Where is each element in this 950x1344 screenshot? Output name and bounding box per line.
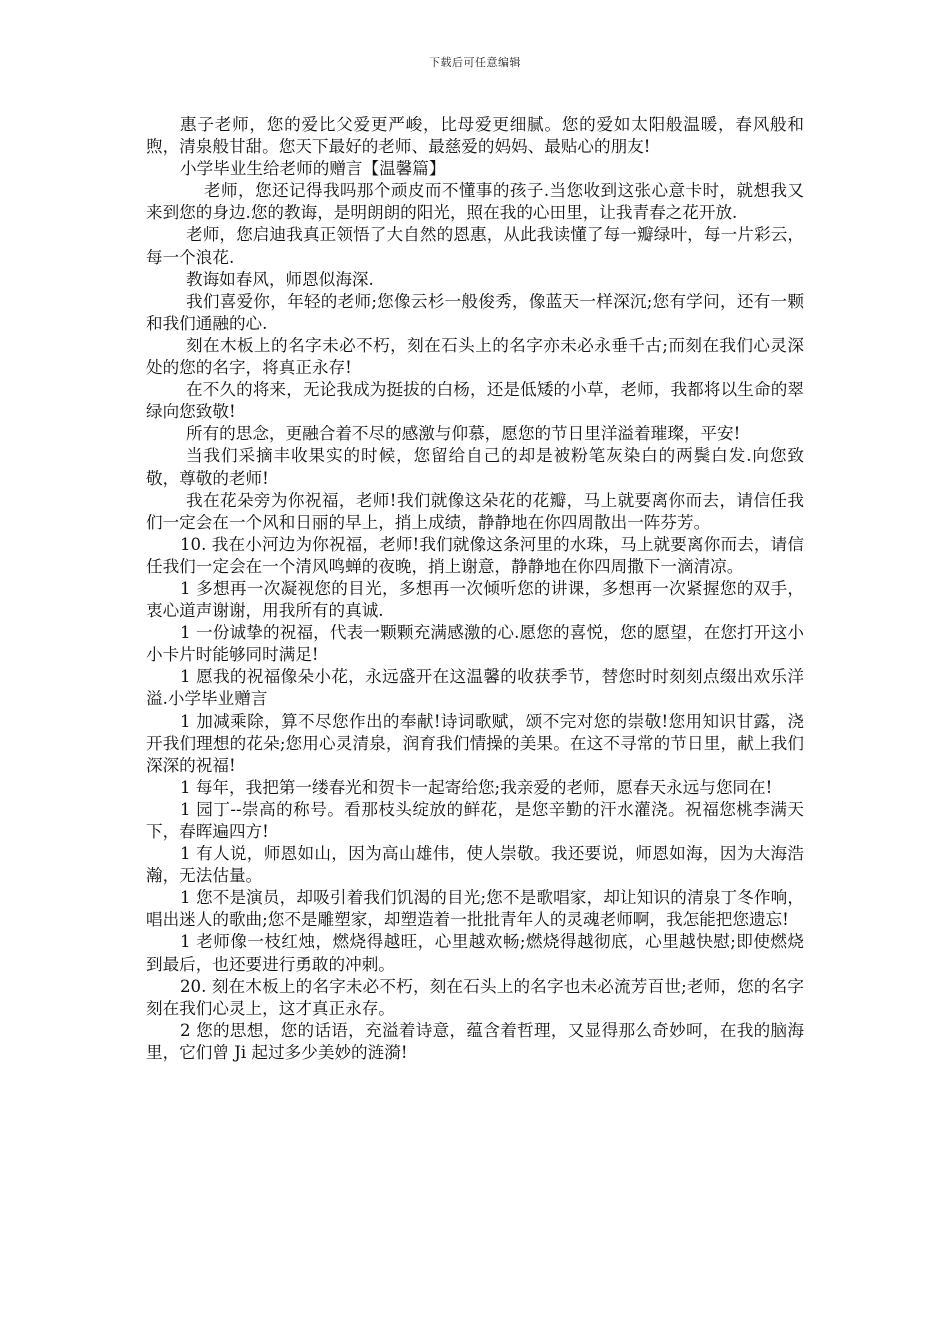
paragraph: 1 一份诚挚的祝福，代表一颗颗充满感激的心.愿您的喜悦，您的愿望，在您打开这小小卡片时能够同时满足! <box>146 623 804 665</box>
paragraph: 1 有人说，师恩如山，因为高山雄伟，使人崇敬。我还要说，师恩如海，因为大海浩瀚，无法估量。 <box>146 844 804 886</box>
paragraph: 老师，您还记得我吗那个顽皮而不懂事的孩子.当您收到这张心意卡时，就想我又来到您的身边.您的教诲，是明朗朗的阳光，照在我的心田里，让我青春之花开放. <box>146 181 804 223</box>
paragraph: 2 您的思想，您的话语，充溢着诗意，蕴含着哲理，又显得那么奇妙呵，在我的脑海里，它们曾 Ji 起过多少美妙的涟漪! <box>146 1020 804 1062</box>
paragraph: 1 加减乘除，算不尽您作出的奉献!诗词歌赋，颂不完对您的崇敬!您用知识甘露，浇开我们理想的花朵;您用心灵清泉，润育我们情操的美果。在这不寻常的节日里，献上我们深深的祝福! <box>146 711 804 775</box>
paragraph: 1 园丁--崇高的称号。看那枝头绽放的鲜花，是您辛勤的汗水灌浇。祝福您桃李满天下，春晖遍四方! <box>146 799 804 841</box>
paragraph: 1 您不是演员，却吸引着我们饥渴的目光;您不是歌唱家，却让知识的清泉丁冬作响，唱出迷人的歌曲;您不是雕塑家，却塑造着一批批青年人的灵魂老师啊，我怎能把您遗忘! <box>146 888 804 930</box>
paragraph: 1 每年，我把第一缕春光和贺卡一起寄给您;我亲爱的老师，愿春天永远与您同在! <box>180 777 773 797</box>
document-body <box>146 114 804 1064</box>
paragraph: 1 老师像一枝红烛，燃烧得越旺，心里越欢畅;燃烧得越彻底，心里越快慰;即使燃烧到最后，也还要进行勇敢的冲刺。 <box>146 932 804 974</box>
paragraph: 教诲如春风，师恩似海深. <box>186 269 374 289</box>
section-heading: 小学毕业生给老师的赠言【温馨篇】 <box>180 159 446 179</box>
paragraph: 当我们采摘丰收果实的时候，您留给自己的却是被粉笔灰染白的两鬓白发.向您致敬，尊敬的老师! <box>146 446 804 488</box>
paragraph: 10. 我在小河边为你祝福，老师!我们就像这条河里的水珠，马上就要离你而去，请信任我们一定会在一个清风鸣蝉的夜晚，捎上谢意，静静地在你四周撒下一滴清凉。 <box>146 534 804 576</box>
paragraph: 1 愿我的祝福像朵小花，永远盛开在这温馨的收获季节，替您时时刻刻点缀出欢乐洋溢.小学毕业赠言 <box>146 667 804 709</box>
paragraph: 所有的思念，更融合着不尽的感激与仰慕，愿您的节日里洋溢着璀璨，平安! <box>186 424 741 444</box>
paragraph: 我在花朵旁为你祝福，老师!我们就像这朵花的花瓣，马上就要离你而去，请信任我们一定会在一个风和日丽的早上，捎上成绩，静静地在你四周散出一阵芬芳。 <box>146 490 804 532</box>
paragraph: 在不久的将来，无论我成为挺拔的白杨，还是低矮的小草，老师，我都将以生命的翠绿向您致敬! <box>146 380 804 422</box>
paragraph: 我们喜爱你，年轻的老师;您像云杉一般俊秀，像蓝天一样深沉;您有学问，还有一颗和我们通融的心. <box>146 291 804 333</box>
paragraph: 20. 刻在木板上的名字未必不朽，刻在石头上的名字也未必流芳百世;老师，您的名字刻在我们心灵上，这才真正永存。 <box>146 976 804 1018</box>
page-header: 下载后可任意编辑 <box>429 56 521 69</box>
paragraph: 刻在木板上的名字未必不朽，刻在石头上的名字亦未必永垂千古;而刻在我们心灵深处的您的名字，将真正永存! <box>146 335 804 378</box>
paragraph: 1 多想再一次凝视您的目光，多想再一次倾听您的讲课，多想再一次紧握您的双手，衷心道声谢谢，用我所有的真诚. <box>146 578 804 621</box>
paragraph: 老师，您启迪我真正领悟了大自然的恩惠，从此我读懂了每一瓣绿叶，每一片彩云，每一个浪花. <box>146 225 804 267</box>
paragraph: 惠子老师，您的爱比父爱更严峻，比母爱更细腻。您的爱如太阳般温暖，春风般和煦，清泉般甘甜。您天下最好的老师、最慈爱的妈妈、最贴心的朋友! <box>146 115 804 157</box>
